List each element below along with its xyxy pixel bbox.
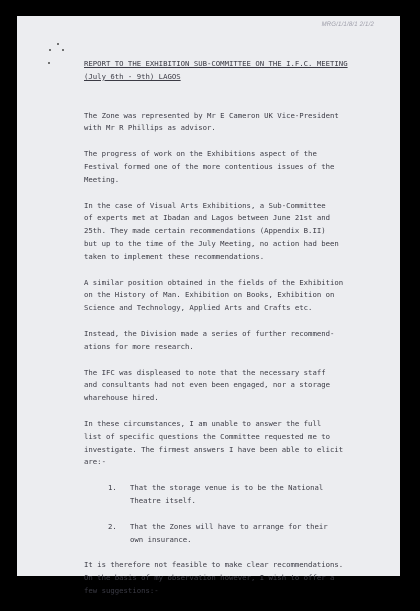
paragraph: In these circumstances, I am unable to answer the full list of specific questions the Committee requested me to investigate. The firmest answers I have been able to elicit are:-	[84, 418, 344, 467]
list-item	[84, 482, 384, 508]
archive-reference: MRG/1/1/8/1 2/1/2	[321, 22, 374, 28]
list-item-text: That the Zones will have to arrange for their own insurance.	[130, 521, 328, 544]
document-body	[84, 58, 384, 611]
heading-line-1: REPORT TO THE EXHIBITION SUB-COMMITTEE ON THE I.F.C. MEETING	[84, 59, 348, 68]
punch-hole	[48, 62, 50, 64]
report-heading	[84, 58, 384, 84]
paragraph: The IFC was displeased to note that the necessary staff and consultants had not even been engaged, nor a storage wharehouse hired.	[84, 367, 331, 403]
list-item-text: That the storage venue is to be the National Theatre itself.	[130, 483, 324, 505]
paragraph: The progress of work on the Exhibitions aspect of the Festival formed one of the more contentious issues of the Meeting.	[84, 149, 335, 184]
paragraph: A similar position obtained in the fields of the Exhibition on the History of Man. Exhibition on Books, Exhibition on Science and Technology, Applied Arts and Crafts etc.	[84, 277, 344, 313]
paragraph: The Zone was represented by Mr E Cameron UK Vice-President with Mr R Phillips as advisor.	[84, 110, 339, 133]
document-page	[17, 16, 400, 595]
heading-line-2: (July 6th - 9th) LAGOS	[84, 71, 181, 81]
paragraph: Instead, the Division made a series of further recommend- ations for more research.	[84, 328, 335, 351]
punch-hole	[62, 49, 64, 51]
list-number: 1.	[108, 483, 117, 493]
list-item	[84, 521, 384, 547]
list-number: 2.	[108, 521, 117, 531]
numbered-list	[84, 482, 384, 546]
paragraph: In the case of Visual Arts Exhibitions, a Sub-Committee of experts met at Ibadan and Lagos between June 21st and 25th. They made certain recommendations (Appendix B.II) but up to the time of the July Meeting, no action had been taken to implement these recommendations.	[84, 200, 339, 261]
punch-hole	[57, 43, 59, 45]
closing-paragraph: It is therefore not feasible to make clear recommendations. On the basis of my observation however, I wish to offer a few suggestions:-	[84, 560, 344, 595]
punch-hole	[49, 49, 51, 51]
